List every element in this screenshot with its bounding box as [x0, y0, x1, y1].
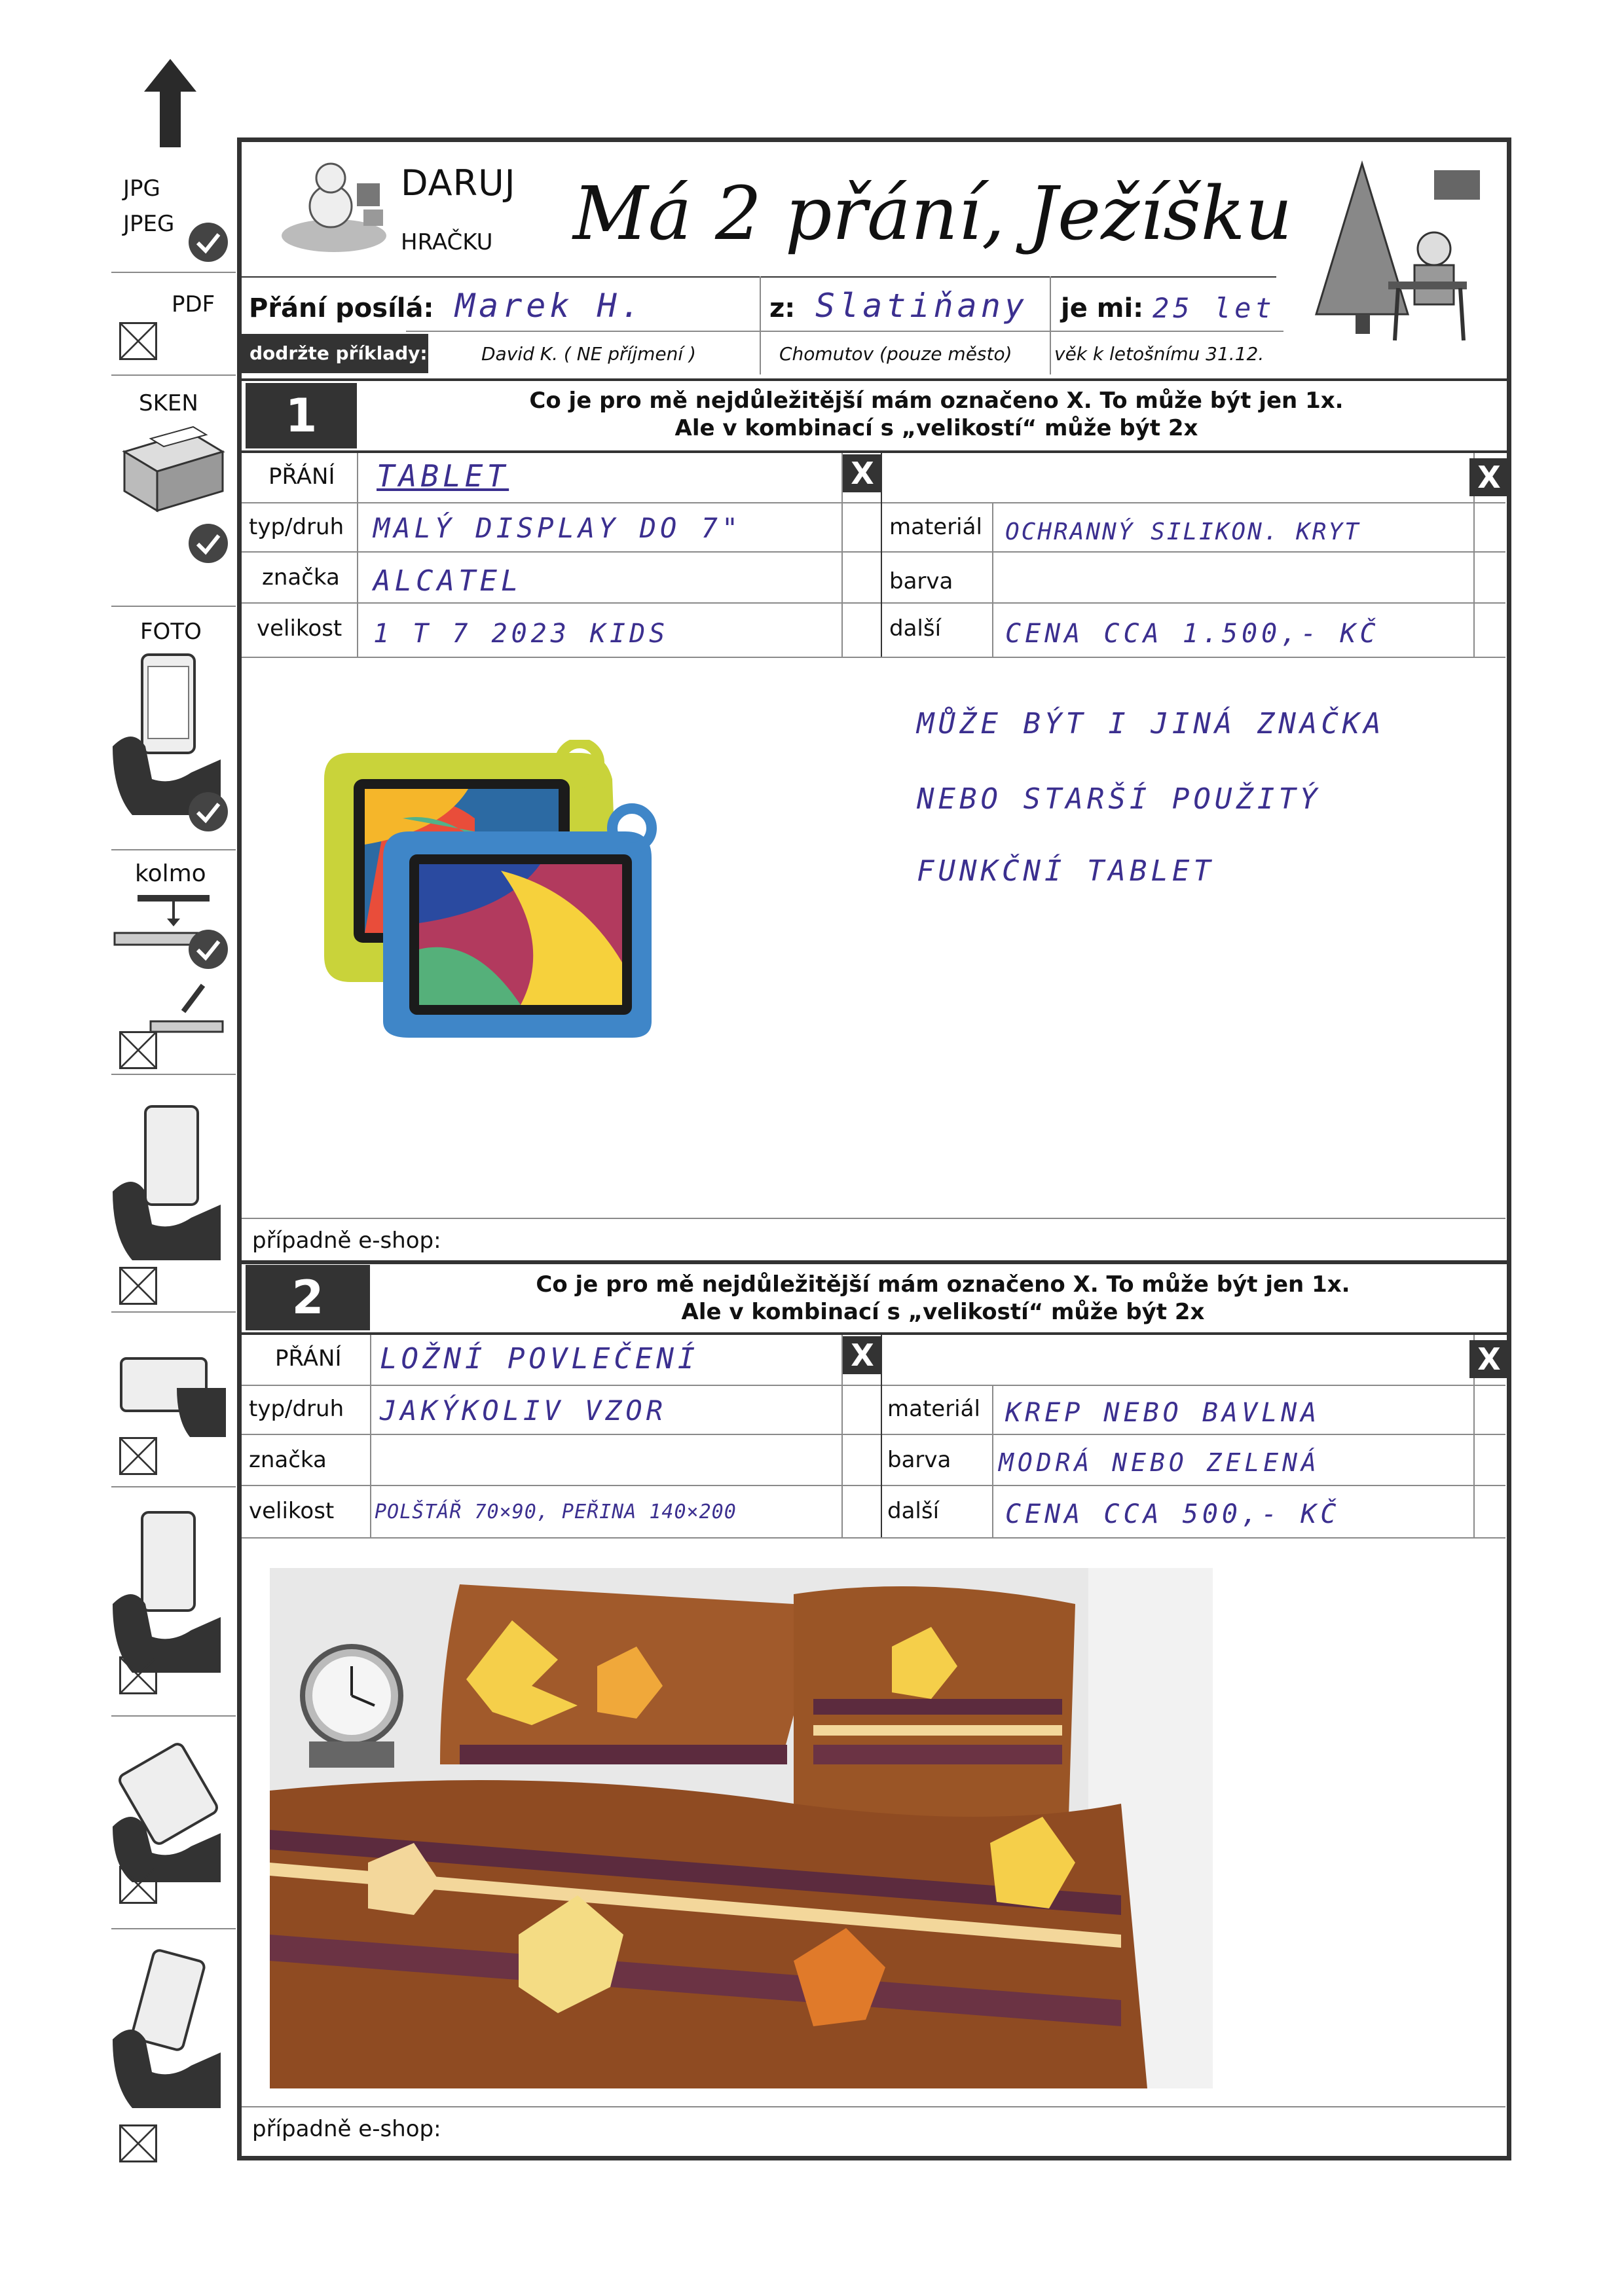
bedding-image	[270, 1568, 1213, 2088]
wish-2-material-label: materiál	[887, 1396, 980, 1422]
wish-1-mark[interactable]: X	[843, 454, 882, 492]
hand-phone-icon	[106, 1948, 224, 2111]
wish-1-brand-value[interactable]: ALCATEL	[373, 564, 523, 598]
photo-label: FOTO	[140, 619, 202, 645]
from-value[interactable]: Slatiňany	[815, 287, 1028, 325]
hand-phone-horizontal-icon	[111, 1349, 229, 1440]
unchecked-box-icon[interactable]	[119, 1267, 157, 1305]
wish-2-color-label: barva	[887, 1447, 951, 1473]
age-label: je mi:	[1061, 293, 1144, 323]
age-value[interactable]: 25 let	[1153, 292, 1276, 324]
logo-line2: HRAČKU	[401, 229, 493, 255]
check-circle-icon	[189, 792, 228, 831]
wish-1-note-line-3: FUNKČNÍ TABLET	[917, 854, 1215, 888]
wish-1-type-label: typ/druh	[249, 514, 344, 540]
wish-2-type-label: typ/druh	[249, 1396, 344, 1422]
wish-2-other-value[interactable]: CENA CCA 500,- KČ	[1005, 1499, 1340, 1529]
wish-1-wish-label: PŘÁNÍ	[268, 464, 335, 490]
wish-1-brand-label: značka	[262, 564, 340, 591]
examples-label: dodržte příklady:	[242, 334, 428, 373]
up-arrow-icon	[144, 59, 196, 147]
logo-line1: DARUJ	[401, 162, 516, 204]
wish-2-eshop-label: případně e-shop:	[252, 2116, 441, 2142]
example-age: věk k letošnímu 31.12.	[1054, 343, 1264, 365]
wish-2-instruction-1: Co je pro mě nejdůležitější mám označeno X. To může být jen 1x.	[536, 1271, 1350, 1298]
format-jpg-label: JPG	[123, 175, 160, 202]
check-circle-icon	[189, 524, 228, 563]
example-city: Chomutov (pouze město)	[779, 343, 1012, 365]
wish-2-instruction-2: Ale v kombinací s „velikostí“ může být 2x	[681, 1299, 1205, 1325]
hand-phone-icon	[106, 1506, 224, 1676]
wish-1-material-value[interactable]: OCHRANNÝ SILIKON. KRYT	[1005, 519, 1361, 545]
wish-2-color-value[interactable]: MODRÁ NEBO ZELENÁ	[999, 1448, 1320, 1477]
snowman-logo-icon	[278, 157, 390, 255]
wish-1-note-line-1: MŮŽE BÝT I JINÁ ZNAČKA	[917, 707, 1385, 740]
unchecked-box-icon[interactable]	[119, 1866, 157, 1904]
unchecked-box-icon[interactable]	[119, 1656, 157, 1694]
wish-1-instruction-2: Ale v kombinací s „velikostí“ může být 2x	[674, 415, 1198, 441]
wish-2-size-label: velikost	[249, 1498, 335, 1524]
wish-1-type-value[interactable]: MALÝ DISPLAY DO 7"	[373, 512, 743, 544]
wish-1-other-value[interactable]: CENA CCA 1.500,- KČ	[1005, 619, 1380, 649]
wish-1-number: 1	[246, 383, 357, 448]
wish-2-material-value[interactable]: KREP NEBO BAVLNA	[1005, 1398, 1321, 1428]
hand-phone-tilted-icon	[106, 1093, 224, 1264]
wish-1-size-label: velikost	[257, 615, 342, 642]
unchecked-box-icon[interactable]	[119, 2124, 157, 2162]
unchecked-box-icon[interactable]	[119, 1437, 157, 1475]
wish-2-mark[interactable]: X	[843, 1336, 882, 1374]
wish-2-type-value[interactable]: JAKÝKOLIV VZOR	[380, 1394, 667, 1427]
wish-2-other-label: další	[887, 1498, 940, 1524]
wish-2-number: 2	[246, 1265, 370, 1330]
christmas-tree-child-icon	[1303, 157, 1500, 347]
check-circle-icon	[189, 930, 228, 969]
sender-value[interactable]: Marek H.	[455, 287, 644, 325]
wish-2-mark-2[interactable]: X	[1469, 1340, 1509, 1378]
wish-2-brand-label: značka	[249, 1447, 327, 1473]
from-label: z:	[769, 293, 796, 323]
example-name: David K. ( NE příjmení )	[481, 343, 696, 365]
scanner-icon	[118, 426, 229, 517]
unchecked-box-icon[interactable]	[119, 322, 157, 360]
wish-1-material-label: materiál	[889, 514, 982, 540]
wish-1-other-label: další	[889, 615, 942, 642]
wish-1-instruction-1: Co je pro mě nejdůležitější mám označeno X. To může být jen 1x.	[529, 388, 1344, 414]
wish-1-color-label: barva	[889, 568, 953, 594]
wish-2-wish-label: PŘÁNÍ	[275, 1345, 342, 1372]
format-jpeg-label: JPEG	[123, 211, 175, 237]
tablet-image	[304, 740, 668, 1041]
wish-1-eshop-label: případně e-shop:	[252, 1228, 441, 1254]
unchecked-box-icon[interactable]	[119, 1031, 157, 1069]
wish-2-size-value[interactable]: POLŠTÁŘ 70×90, PEŘINA 140×200	[375, 1501, 737, 1523]
page-title: Má 2 přání, Ježíšku	[573, 172, 1293, 257]
wish-2-wish-value[interactable]: LOŽNÍ POVLEČENÍ	[380, 1342, 699, 1376]
wish-1-wish-value[interactable]: TABLET	[377, 458, 509, 494]
sender-label: Přání posílá:	[249, 293, 434, 323]
hand-phone-rotated-icon	[106, 1735, 224, 1886]
perpendicular-label: kolmo	[135, 860, 206, 887]
scan-label: SKEN	[139, 390, 198, 416]
wish-1-mark-2[interactable]: X	[1469, 458, 1509, 496]
format-pdf-label: PDF	[172, 291, 215, 318]
wish-1-note-line-2: NEBO STARŠÍ POUŽITÝ	[917, 782, 1321, 816]
wish-1-size-value[interactable]: 1 T 7 2023 KIDS	[373, 619, 669, 649]
check-circle-icon	[189, 223, 228, 262]
